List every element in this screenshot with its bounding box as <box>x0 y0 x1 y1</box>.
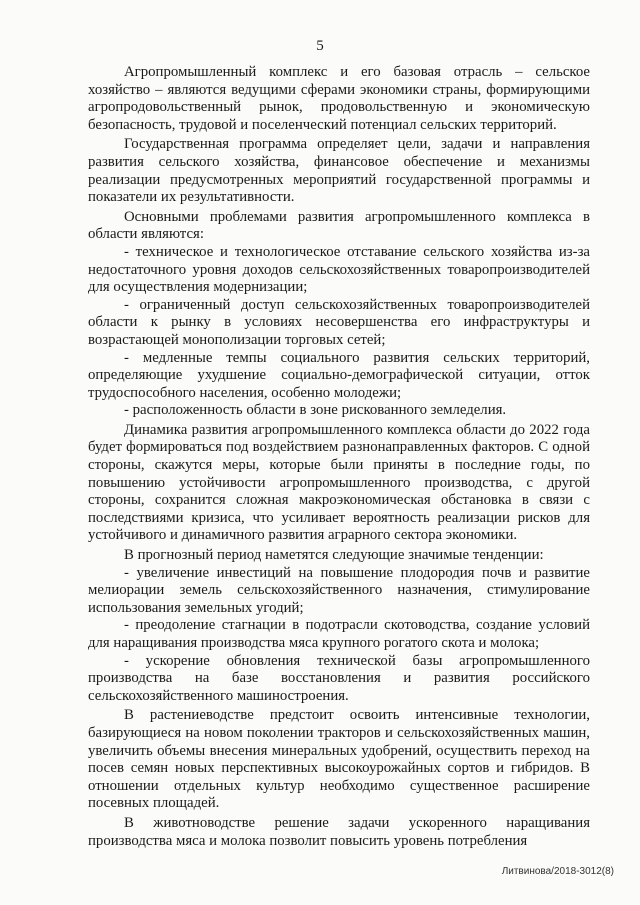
paragraph-trends-intro: В прогнозный период наметятся следующие значимые тенденции: <box>124 547 544 564</box>
list-item-technical-base: - ускорение обновления технической базы агропромышленного производства на базе восстановления и развития российского сельскохозяйственного машиностроения. <box>88 652 590 704</box>
list-item-risky-farming: - расположенность области в зоне рискованного земледелия. <box>124 402 507 419</box>
paragraph-dynamics: Динамика развития агропромышленного комплекса области до 2022 года будет формироваться под воздействием разнонаправленных факторов. С одной стороны, скажутся меры, которые были приняты в последние годы, по повышению устойчивости агропромышленного производства, с другой стороны, сохранится сложная макроэкономическая обстановка в связи с последствиями кризиса, что усиливает вероятность реализации рисков для устойчивого и динамичного развития аграрного сектора экономики. <box>88 421 590 544</box>
document-reference-code: Литвинова/2018-3012(8) <box>501 866 614 877</box>
document-body <box>88 64 590 850</box>
list-item-technical-lag: - техническое и технологическое отставание сельского хозяйства из-за недостаточного уровня доходов сельскохозяйственных товаропроизводителей для осуществления модернизации; <box>88 243 590 296</box>
paragraph-crop-production: В растениеводстве предстоит освоить интенсивные технологии, базирующиеся на новом поколении тракторов и сельскохозяйственных машин, увеличить объемы внесения минеральных удобрений, осуществить переход на посев семян новых перспективных высокоурожайных сортов и гибридов. В отношении отдельных культур необходимо существенное расширение посевных площадей. <box>88 707 590 812</box>
list-item-livestock: - преодоление стагнации в подотрасли скотоводства, создание условий для наращивания производства мяса крупного рогатого скота и молока; <box>88 617 590 651</box>
paragraph-state-program: Государственная программа определяет цели, задачи и направления развития сельского хозяйства, финансовое обеспечение и механизмы реализации предусмотренных мероприятий государственной программы и показатели их результативности. <box>88 136 590 206</box>
paragraph-problems-intro: Основными проблемами развития агропромышленного комплекса в области являются: <box>88 208 590 243</box>
paragraph-animal-husbandry: В животноводстве решение задачи ускоренного наращивания производства мяса и молока позволит повысить уровень потребления <box>88 814 590 849</box>
page-number: 5 <box>316 38 324 54</box>
list-item-investment: - увеличение инвестиций на повышение плодородия почв и развитие мелиорации земель сельскохозяйственного назначения, стимулирование использования земельных угодий; <box>88 564 590 616</box>
list-item-social-development: - медленные темпы социального развития сельских территорий, определяющие ухудшение социально-демографической ситуации, отток трудоспособного населения, особенно молодежи; <box>88 349 590 401</box>
list-item-market-access: - ограниченный доступ сельскохозяйственных товаропроизводителей области к рынку в условиях несовершенства его инфраструктуры и возрастающей монополизации торговых сетей; <box>88 296 590 348</box>
paragraph-agro-complex: Агропромышленный комплекс и его базовая отрасль – сельское хозяйство – являются ведущими сферами экономики страны, формирующими агропродовольственный рынок, продовольственную и экономическую безопасность, трудовой и поселенческий потенциал сельских территорий. <box>88 64 590 133</box>
